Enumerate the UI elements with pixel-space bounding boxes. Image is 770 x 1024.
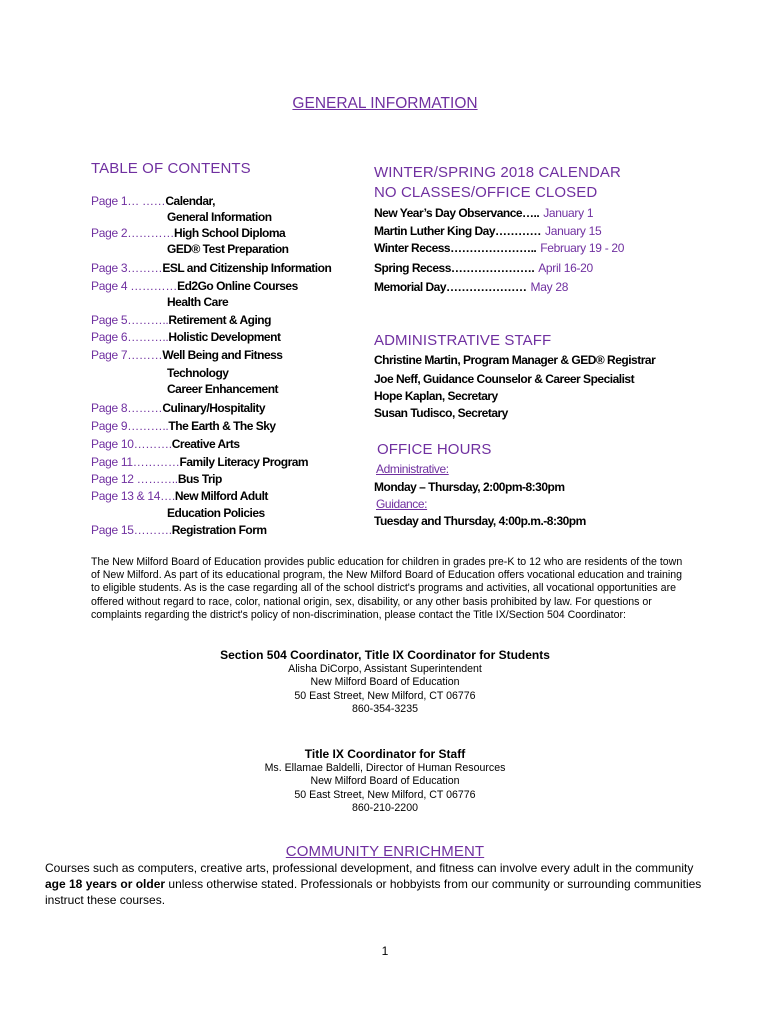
coordinator-line: Alisha DiCorpo, Assistant Superintendent [288,663,482,675]
calendar-event: Memorial Day………………… [374,280,527,294]
toc-entry: Creative Arts [171,437,240,451]
toc-page-ref: Page 10………. [91,437,172,451]
toc-page-ref: Page 4 ………… [91,279,178,293]
toc-entry: Ed2Go Online Courses [177,279,298,293]
toc-entry: Family Literacy Program [179,455,309,469]
toc-page-ref: Page 9……….. [91,419,169,433]
toc-page-ref: Page 13 & 14…. [91,489,175,503]
toc-row [91,194,215,208]
toc-entry: Holistic Development [168,330,281,344]
office-hours-heading: OFFICE HOURS [377,441,492,458]
toc-row [91,489,268,503]
toc-entry-continued: GED® Test Preparation [167,242,289,256]
toc-page-ref: Page 8……… [91,401,163,415]
toc-row [91,401,265,415]
toc-row [91,523,267,537]
calendar-row [374,241,624,255]
toc-row [91,455,308,469]
toc-entry: ESL and Citizenship Information [162,261,332,275]
coordinator-line: 50 East Street, New Milford, CT 06776 [294,689,476,702]
coordinator-staff-heading: Title IX Coordinator for Staff [304,747,466,761]
toc-page-ref: Page 7……… [91,348,163,362]
staff-member: Christine Martin, Program Manager & GED® Registrar [374,353,656,367]
toc-entry: The Earth & The Sky [168,419,276,433]
coordinator-students-heading: Section 504 Coordinator, Title IX Coordinator for Students [220,648,550,662]
calendar-event: Martin Luther King Day………… [374,224,542,238]
calendar-heading: WINTER/SPRING 2018 CALENDAR [374,164,621,181]
toc-heading: TABLE OF CONTENTS [91,160,251,177]
page-title: GENERAL INFORMATION [292,95,478,112]
calendar-date: May 28 [530,280,569,294]
calendar-row [374,206,593,220]
toc-entry: High School Diploma [174,226,286,240]
toc-row [91,472,222,486]
coordinator-line: Ms. Ellamae Baldelli, Director of Human Resources [264,762,506,774]
coordinator-staff [0,747,770,815]
toc-entry-continued: Health Care [167,295,229,309]
toc-entry: Bus Trip [177,472,222,486]
toc-row [91,348,282,362]
coordinator-line: New Milford Board of Education [310,775,460,788]
toc-page-ref: Page 5……….. [91,313,169,327]
enrichment-text-bold: age 18 years or older [45,877,166,891]
staff-member: Susan Tudisco, Secretary [374,406,508,420]
administrative-label: Administrative: [376,462,449,476]
toc-entry: Calendar, [165,194,215,208]
calendar-row [374,261,593,275]
enrichment-text-a: Courses such as computers, creative arts, professional development, and fitness can involve every adult in the community [45,861,694,875]
administrative-hours: Monday – Thursday, 2:00pm-8:30pm [374,480,565,494]
toc-page-ref: Page 2………… [91,226,175,240]
staff-member: Joe Neff, Guidance Counselor & Career Specialist [374,372,635,386]
coordinator-line: 860-210-2200 [352,801,418,814]
toc-entry-continued: Education Policies [167,506,265,520]
enrichment-text [45,860,705,908]
toc-entry: New Milford Adult [174,489,268,503]
coordinator-line: 50 East Street, New Milford, CT 06776 [294,788,476,801]
toc-entry-continued: General Information [167,210,272,224]
calendar-date: January 15 [545,224,602,238]
toc-row [91,261,331,275]
staff-member: Hope Kaplan, Secretary [374,389,498,403]
toc-row [91,330,280,344]
toc-entry-continued: Career Enhancement [167,382,279,396]
toc-row [91,279,298,293]
calendar-date: April 16-20 [538,261,593,275]
toc-page-ref: Page 15………. [91,523,172,537]
calendar-event: Winter Recess………………….. [374,241,537,255]
calendar-date: February 19 - 20 [540,241,625,255]
toc-entry: Registration Form [171,523,267,537]
calendar-row [374,280,568,294]
toc-page-ref: Page 11………… [91,455,180,469]
calendar-event: New Year’s Day Observance….. [374,206,540,220]
toc-entry: Culinary/Hospitality [162,401,266,415]
nondiscrimination-notice: The New Milford Board of Education provides public education for children in grades pre-K to 12 who are residents of the town of New Milford. As part of its educational program, the New Milford Board of Education offers vocational education and training to eligible students. As is the case regarding all of the school district's programs and activities, all vocational opportunities are offered without regard to race, color, national origin, sex, disability, or any other basis prohibited by law. For questions or complaints regarding the district's policy of non-discrimination, please contact the Title IX/Section 504 Coordinator: [91,556,683,621]
toc-page-ref: Page 6……….. [91,330,169,344]
toc-row [91,419,276,433]
coordinator-students [0,648,770,716]
toc-page-ref: Page 1… …… [91,194,166,208]
staff-heading: ADMINISTRATIVE STAFF [374,332,552,349]
coordinator-line: New Milford Board of Education [310,676,460,689]
toc-row [91,437,240,451]
toc-row [91,313,271,327]
toc-page-ref: Page 12 ……….. [91,472,178,486]
calendar-subheading: NO CLASSES/OFFICE CLOSED [374,184,598,201]
coordinator-line: 860-354-3235 [352,702,418,715]
guidance-label: Guidance: [376,497,428,511]
calendar-event: Spring Recess…………………. [374,261,535,275]
enrichment-heading: COMMUNITY ENRICHMENT [285,843,485,860]
calendar-row [374,224,601,238]
enrichment-text-b: unless otherwise stated. Professionals or hobbyists from our community or surrounding communities instruct these courses. [45,877,702,907]
calendar-date: January 1 [543,206,594,220]
toc-entry: Well Being and Fitness [162,348,283,362]
guidance-hours: Tuesday and Thursday, 4:00p.m.-8:30pm [374,514,586,528]
toc-page-ref: Page 3……… [91,261,163,275]
page-number: 1 [381,944,389,958]
toc-entry: Retirement & Aging [168,313,271,327]
toc-row [91,226,285,240]
toc-entry-continued: Technology [167,366,229,380]
